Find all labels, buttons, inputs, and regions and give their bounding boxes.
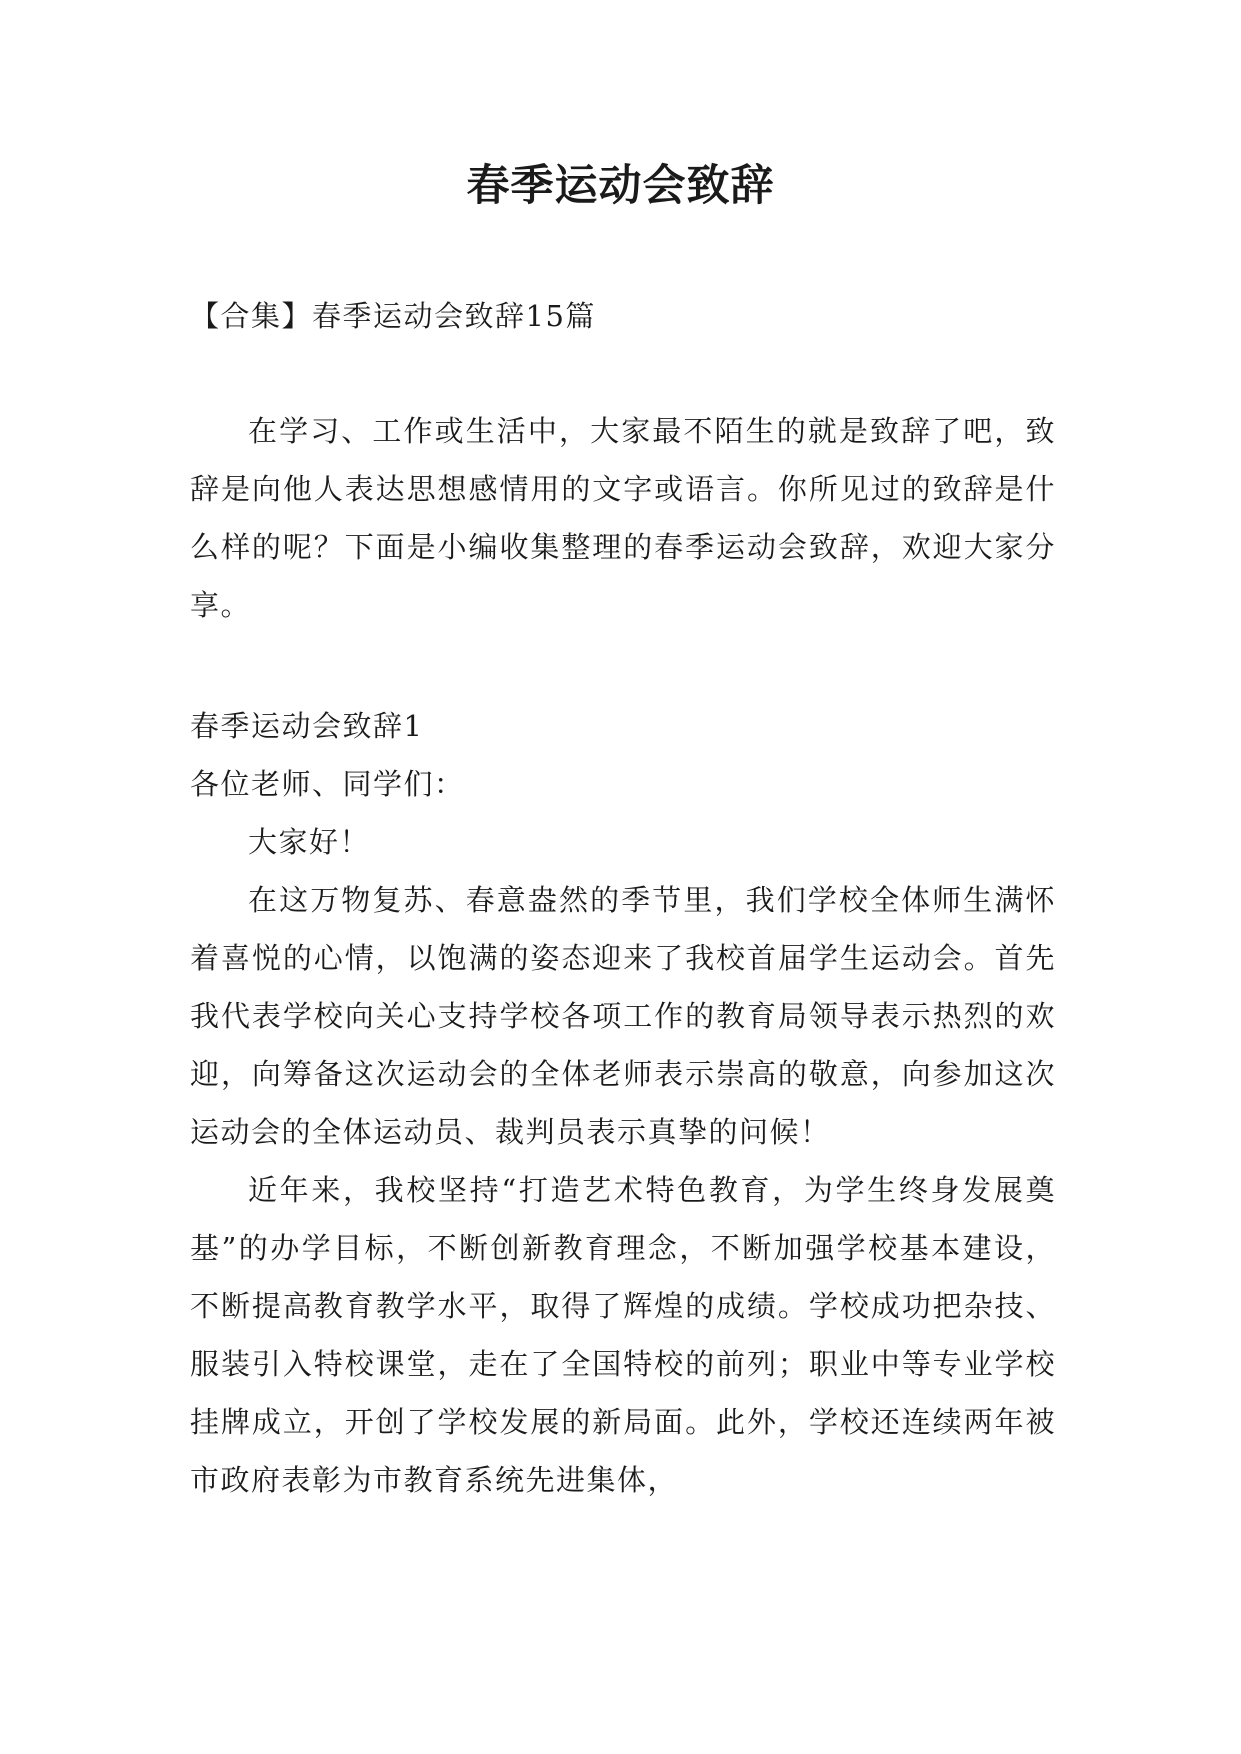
body-paragraph: 在这万物复苏、春意盎然的季节里，我们学校全体师生满怀着喜悦的心情，以饱满的姿态迎来了我校首届学生运动会。首先我代表学校向关心支持学校各项工作的教育局领导表示热烈的欢迎，向筹备这次运动会的全体老师表示崇高的敬意，向参加这次运动会的全体运动员、裁判员表示真挚的问候！ — [190, 883, 1056, 1149]
intro-paragraph: 在学习、工作或生活中，大家最不陌生的就是致辞了吧，致辞是向他人表达思想感情用的文字或语言。你所见过的致辞是什么样的呢？下面是小编收集整理的春季运动会致辞，欢迎大家分享。 — [190, 414, 1056, 622]
article-section — [190, 697, 1056, 1509]
salutation: 各位老师、同学们： — [190, 767, 465, 801]
document-title: 春季运动会致辞 — [466, 161, 775, 211]
greeting: 大家好！ — [248, 825, 371, 859]
collection-subtitle — [190, 287, 1056, 345]
subtitle-text: 【合集】春季运动会致辞15篇 — [190, 299, 596, 333]
section-heading: 春季运动会致辞1 — [190, 709, 424, 743]
intro-section — [190, 402, 1056, 634]
body-paragraph: 近年来，我校坚持“打造艺术特色教育，为学生终身发展奠基”的办学目标，不断创新教育理念，不断加强学校基本建设，不断提高教育教学水平，取得了辉煌的成绩。学校成功把杂技、服装引入特校课堂，走在了全国特校的前列；职业中等专业学校挂牌成立，开创了学校发展的新局面。此外，学校还连续两年被市政府表彰为市教育系统先进集体， — [190, 1173, 1056, 1497]
